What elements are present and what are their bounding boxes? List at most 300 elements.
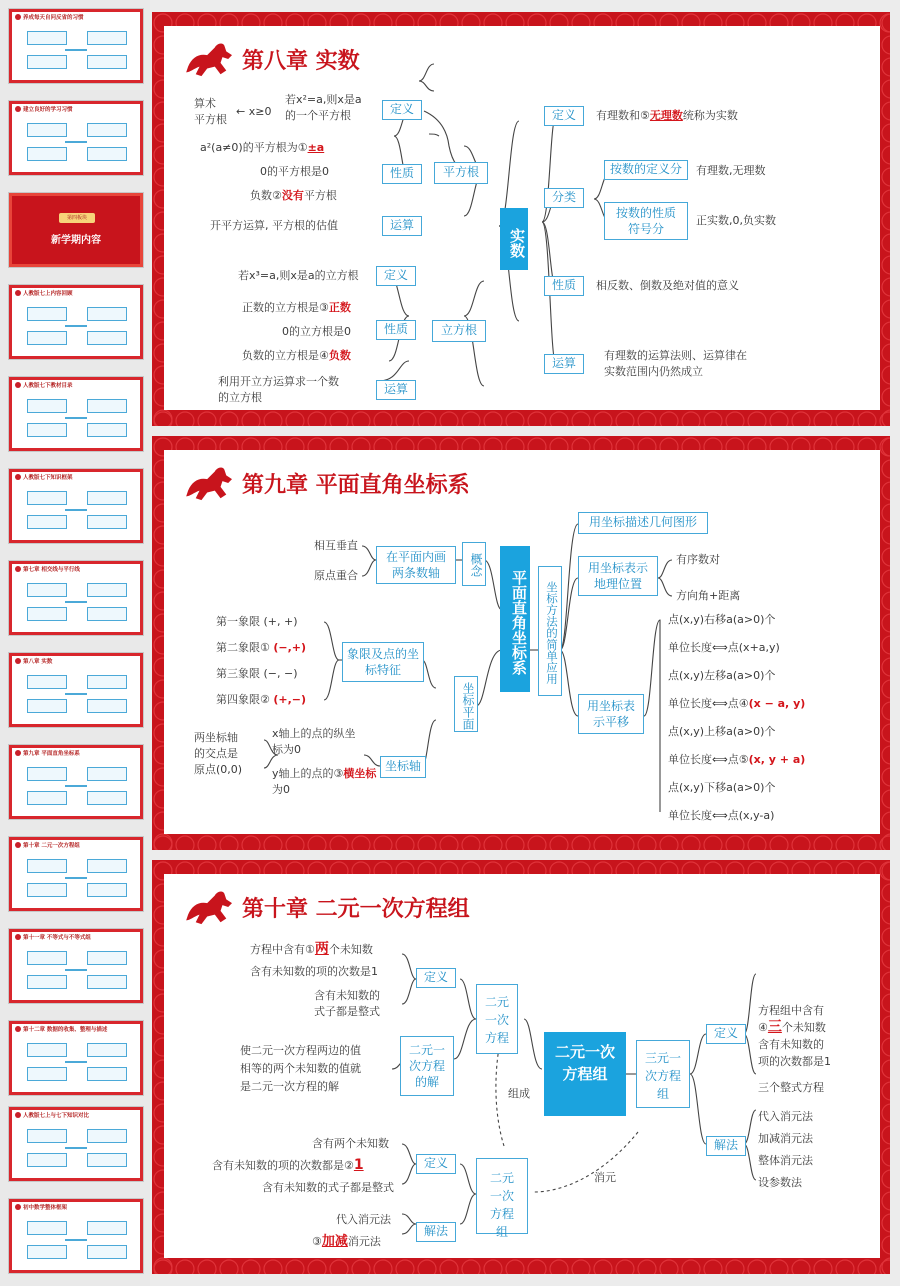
- thumbnail-preview-box: [27, 55, 67, 69]
- translation-right: 点(x,y)右移a(a>0)个: [668, 613, 776, 626]
- thumbnail-preview-line: [65, 417, 87, 419]
- thumbnail-bullet-icon: [15, 382, 21, 388]
- eq-def-1: 方程中含有①两个未知数: [250, 941, 373, 957]
- thumbnail-preview: [17, 25, 135, 75]
- arith-cond: ← x≥0: [236, 105, 272, 118]
- ring-pattern: [882, 1060, 890, 1078]
- ring-pattern: [352, 1260, 370, 1274]
- thumbnail-preview-box: [87, 1221, 127, 1235]
- ring-pattern: [882, 256, 890, 274]
- thumbnail-preview-line: [65, 785, 87, 787]
- cbrt-def-box[interactable]: 定义: [376, 266, 416, 286]
- slide-thumbnail[interactable]: [8, 192, 144, 268]
- ring-pattern: [748, 1260, 766, 1274]
- ring-pattern: [308, 412, 326, 426]
- three-sol-box[interactable]: 解法: [706, 1136, 746, 1156]
- eq-node[interactable]: 二元一次方程: [476, 984, 518, 1054]
- thumbnail-preview-box: [87, 975, 127, 989]
- solution-node[interactable]: 二元一次方程的解: [400, 1036, 454, 1096]
- thumbnail-preview-box: [27, 491, 67, 505]
- slide-thumbnail[interactable]: [8, 284, 144, 360]
- ring-pattern: [594, 836, 612, 850]
- ring-pattern: [882, 1082, 890, 1100]
- ring-pattern: [882, 212, 890, 230]
- ring-pattern: [572, 836, 590, 850]
- ring-pattern: [882, 504, 890, 522]
- thumbnail-preview-line: [65, 693, 87, 695]
- cls-by-sign-box[interactable]: 按数的性质 符号分: [604, 202, 688, 240]
- ring-pattern: [792, 1260, 810, 1274]
- thumbnail-preview-box: [87, 1067, 127, 1081]
- thumbnail-preview: [17, 1037, 135, 1087]
- thumbnail-preview-box: [87, 883, 127, 897]
- thumbnail-preview-box: [87, 1153, 127, 1167]
- axis-origin-text: 两坐标轴 的交点是 原点(0,0): [194, 731, 243, 776]
- thumbnail-title: 第十章 二元一次方程组: [23, 843, 80, 849]
- ring-pattern: [484, 1260, 502, 1274]
- ring-pattern: [154, 836, 172, 850]
- thumbnail-title: 人教版七下知识框架: [23, 475, 73, 481]
- ring-pattern: [882, 570, 890, 588]
- application-node[interactable]: 坐标方法的简单应用: [538, 566, 562, 696]
- thumbnail-bullet-icon: [15, 566, 21, 572]
- real-cls-box[interactable]: 分类: [544, 188, 584, 208]
- ring-pattern: [462, 1260, 480, 1274]
- thumbnail-preview-box: [27, 1129, 67, 1143]
- ring-pattern: [286, 1260, 304, 1274]
- ring-pattern: [882, 300, 890, 318]
- sys-sol-box[interactable]: 解法: [416, 1222, 456, 1242]
- ring-pattern: [396, 836, 414, 850]
- thumbnail-preview: [17, 577, 135, 627]
- thumbnail-bullet-icon: [15, 14, 21, 20]
- slide-thumbnail[interactable]: [8, 836, 144, 912]
- thumbnail-preview-box: [27, 883, 67, 897]
- thumbnail-preview: [17, 301, 135, 351]
- ring-pattern: [572, 412, 590, 426]
- thumbnail-bullet-icon: [15, 934, 21, 940]
- ring-pattern: [726, 1260, 744, 1274]
- thumbnail-preview-box: [27, 951, 67, 965]
- thumbnail-preview-box: [87, 699, 127, 713]
- thumbnail-tag: 第四板块: [59, 213, 95, 223]
- thumbnail-title: 第十二章 数据的收集、整理与描述: [23, 1027, 108, 1033]
- thumbnail-preview-box: [87, 1129, 127, 1143]
- slide-thumbnail[interactable]: [8, 1198, 144, 1274]
- thumbnail-preview-box: [27, 331, 67, 345]
- thumbnail-preview-box: [87, 331, 127, 345]
- ring-pattern: [418, 836, 436, 850]
- sqrt-def-box[interactable]: 定义: [382, 100, 422, 120]
- ring-pattern: [330, 836, 348, 850]
- slide-thumbnail[interactable]: [8, 744, 144, 820]
- ring-pattern: [308, 1260, 326, 1274]
- ring-pattern: [704, 412, 722, 426]
- slide-thumbnail[interactable]: [8, 1020, 144, 1096]
- ring-pattern: [660, 412, 678, 426]
- ring-pattern: [682, 836, 700, 850]
- axis-node[interactable]: 坐标轴: [380, 756, 426, 778]
- direction-distance: 方向角+距离: [676, 589, 741, 602]
- ring-pattern: [198, 412, 216, 426]
- thumbnail-preview-box: [87, 675, 127, 689]
- ring-pattern: [220, 412, 238, 426]
- ring-pattern: [286, 836, 304, 850]
- thumbnail-preview-box: [87, 307, 127, 321]
- sqrt-op-text: 开平方运算, 平方根的估值: [210, 219, 338, 232]
- cls-by-sign-text: 正实数,0,负实数: [696, 214, 776, 227]
- thumbnail-preview-box: [27, 423, 67, 437]
- ring-pattern: [882, 482, 890, 500]
- thumbnail-preview-box: [27, 1153, 67, 1167]
- slide-thumbnail[interactable]: [8, 376, 144, 452]
- ring-pattern: [882, 366, 890, 384]
- ring-pattern: [882, 994, 890, 1012]
- ring-pattern: [440, 1260, 458, 1274]
- sys-node[interactable]: 二元一次方程组: [476, 1158, 528, 1234]
- thumbnail-preview-line: [65, 1147, 87, 1149]
- thumbnail-preview-box: [27, 975, 67, 989]
- ring-pattern: [882, 190, 890, 208]
- slide-thumbnail[interactable]: [8, 652, 144, 728]
- ring-pattern: [882, 768, 890, 786]
- translation-left-result: 单位长度⟺点④(x − a, y): [668, 697, 806, 710]
- ring-pattern: [882, 1104, 890, 1122]
- ring-pattern: [858, 836, 876, 850]
- ring-pattern: [506, 836, 524, 850]
- three-sol-methods: 代入消元法 加减消元法 整体消元法 设参数法: [758, 1110, 813, 1189]
- ring-pattern: [882, 234, 890, 252]
- thumbnail-preview-box: [27, 1245, 67, 1259]
- thumbnail-preview-box: [87, 515, 127, 529]
- ring-pattern: [352, 412, 370, 426]
- thumbnail-title: 养成每天自问反省的习惯: [23, 15, 84, 21]
- real-number-center[interactable]: 实数: [500, 208, 528, 270]
- ring-pattern: [836, 836, 854, 850]
- ring-pattern: [882, 724, 890, 742]
- slide-chapter-9[interactable]: [152, 436, 890, 850]
- ring-pattern: [882, 526, 890, 544]
- thumbnail-bullet-icon: [15, 750, 21, 756]
- sqrt-prop-box[interactable]: 性质: [382, 164, 422, 184]
- ring-pattern: [882, 388, 890, 406]
- ring-pattern: [882, 1016, 890, 1034]
- slide-content-area: [164, 874, 880, 1258]
- thumbnail-preview-line: [65, 141, 87, 143]
- arith-root-label: 算术 平方根: [194, 97, 227, 126]
- thumbnail-bullet-icon: [15, 842, 21, 848]
- three-var-node[interactable]: 三元一次方程组: [636, 1040, 690, 1108]
- slide-thumbnail[interactable]: [8, 1106, 144, 1182]
- thumbnail-bullet-icon: [15, 106, 21, 112]
- ring-pattern: [882, 36, 890, 54]
- thumbnail-preview-box: [87, 31, 127, 45]
- three-def-box[interactable]: 定义: [706, 1024, 746, 1044]
- thumbnail-preview-box: [87, 791, 127, 805]
- cls-by-def-text: 有理数,无理数: [696, 164, 766, 177]
- ring-pattern: [198, 836, 216, 850]
- ring-pattern: [882, 972, 890, 990]
- real-def-box[interactable]: 定义: [544, 106, 584, 126]
- eq-def-box[interactable]: 定义: [416, 968, 456, 988]
- app-translation-box[interactable]: 用坐标表示平移: [578, 694, 644, 734]
- thumbnail-preview-line: [65, 1061, 87, 1063]
- eliminate-label: 消元: [594, 1171, 616, 1184]
- ring-pattern: [418, 412, 436, 426]
- ring-pattern: [242, 412, 260, 426]
- ring-pattern: [220, 1260, 238, 1274]
- eq-def-2: 含有未知数的项的次数是1: [250, 965, 378, 978]
- sys-def-1: 含有两个未知数: [312, 1137, 389, 1150]
- ring-pattern: [882, 80, 890, 98]
- ring-pattern: [882, 124, 890, 142]
- thumbnail-preview-box: [87, 951, 127, 965]
- slide-chapter-10[interactable]: [152, 860, 890, 1274]
- ring-pattern: [528, 836, 546, 850]
- thumbnail-bullet-icon: [15, 1112, 21, 1118]
- thumbnail-preview: [17, 853, 135, 903]
- thumbnail-preview-box: [87, 1245, 127, 1259]
- thumbnail-title: 建立良好的学习习惯: [23, 107, 73, 113]
- thumbnail-preview-box: [27, 147, 67, 161]
- ring-pattern: [440, 836, 458, 850]
- thumbnail-bullet-icon: [15, 1204, 21, 1210]
- thumbnail-preview-box: [27, 515, 67, 529]
- thumbnail-preview-box: [87, 859, 127, 873]
- sys-def-3: 含有未知数的式子都是整式: [262, 1181, 394, 1194]
- thumbnail-preview-box: [87, 423, 127, 437]
- thumbnail-preview: [17, 1215, 135, 1265]
- thumbnail-preview-box: [87, 55, 127, 69]
- thumbnail-preview-box: [27, 791, 67, 805]
- thumbnail-preview: [17, 945, 135, 995]
- ring-pattern: [264, 836, 282, 850]
- ring-pattern: [882, 1192, 890, 1210]
- ring-pattern: [882, 746, 890, 764]
- ring-pattern: [242, 836, 260, 850]
- real-op-text: 有理数的运算法则、运算律在 实数范围内仍然成立: [604, 349, 747, 378]
- thumbnail-preview-box: [27, 675, 67, 689]
- concept-1: 相互垂直: [314, 539, 358, 552]
- sqrt-op-box[interactable]: 运算: [382, 216, 422, 236]
- thumbnail-frame: [9, 193, 143, 267]
- app-location-box[interactable]: 用坐标表示地理位置: [578, 556, 658, 596]
- ring-pattern: [616, 1260, 634, 1274]
- ring-pattern: [154, 1260, 172, 1274]
- ring-pattern: [882, 1038, 890, 1056]
- ring-pattern: [550, 1260, 568, 1274]
- real-def-text: 有理数和⑤无理数统称为实数: [596, 109, 738, 122]
- translation-down-result: 单位长度⟺点(x,y-a): [668, 809, 775, 822]
- ring-pattern: [484, 836, 502, 850]
- thumbnail-preview-line: [65, 1239, 87, 1241]
- quadrant-node[interactable]: 象限及点的坐标特征: [342, 642, 424, 682]
- translation-up: 点(x,y)上移a(a>0)个: [668, 725, 776, 738]
- ring-pattern: [308, 836, 326, 850]
- sys-def-box[interactable]: 定义: [416, 1154, 456, 1174]
- slide-thumbnail[interactable]: [8, 928, 144, 1004]
- thumbnail-preview-box: [27, 123, 67, 137]
- ring-pattern: [418, 1260, 436, 1274]
- ring-pattern: [440, 412, 458, 426]
- ring-pattern: [882, 636, 890, 654]
- ring-pattern: [660, 1260, 678, 1274]
- thumbnail-preview-box: [27, 1067, 67, 1081]
- sqrt-prop-1: a²(a≠0)的平方根为①±a: [200, 141, 325, 154]
- ring-pattern: [836, 412, 854, 426]
- concept-node[interactable]: 概念: [462, 542, 486, 586]
- thumbnail-title: 第七章 相交线与平行线: [23, 567, 80, 573]
- translation-up-result: 单位长度⟺点⑤(x, y + a): [668, 753, 806, 766]
- thumbnail-preview-line: [65, 601, 87, 603]
- thumbnail-preview-box: [27, 399, 67, 413]
- axis-x-text: x轴上的点的纵坐 标为0: [272, 727, 356, 756]
- thumbnail-preview-box: [87, 1043, 127, 1057]
- cbrt-op-box[interactable]: 运算: [376, 380, 416, 400]
- ring-pattern: [858, 1260, 876, 1274]
- ring-pattern: [882, 146, 890, 164]
- ring-pattern: [770, 1260, 788, 1274]
- ring-pattern: [814, 412, 832, 426]
- thumbnail-preview-box: [27, 607, 67, 621]
- sqrt-def-text: 若x²=a,则x是a 的一个平方根: [285, 93, 362, 122]
- sys-def-2: 含有未知数的项的次数都是②1: [212, 1157, 364, 1173]
- thumbnail-preview-box: [87, 491, 127, 505]
- slide-thumbnail[interactable]: [8, 8, 144, 84]
- axis-y-text: y轴上的点的③横坐标 为0: [272, 767, 377, 796]
- translation-down: 点(x,y)下移a(a>0)个: [668, 781, 776, 794]
- ring-pattern: [726, 836, 744, 850]
- ring-pattern: [882, 460, 890, 478]
- slide-chapter-8[interactable]: [152, 12, 890, 426]
- thumbnail-title: 人教版七下教材目录: [23, 383, 73, 389]
- page-title: 第九章 平面直角坐标系: [242, 473, 470, 498]
- ring-pattern: [462, 412, 480, 426]
- thumbnail-title: 初中数学整体框架: [23, 1205, 68, 1211]
- ring-pattern: [484, 412, 502, 426]
- thumbnail-preview-box: [27, 859, 67, 873]
- thumbnail-preview: [17, 1123, 135, 1173]
- ring-pattern: [176, 1260, 194, 1274]
- ring-pattern: [506, 412, 524, 426]
- ring-pattern: [396, 412, 414, 426]
- ring-pattern: [748, 412, 766, 426]
- ring-pattern: [550, 412, 568, 426]
- ring-pattern: [638, 1260, 656, 1274]
- eq-def-3: 含有未知数的 式子都是整式: [314, 989, 380, 1018]
- cbrt-prop-1: 正数的立方根是③正数: [242, 301, 351, 314]
- ring-pattern: [198, 1260, 216, 1274]
- translation-left: 点(x,y)左移a(a>0)个: [668, 669, 776, 682]
- thumbnail-preview-box: [27, 767, 67, 781]
- thumbnail-preview-box: [87, 583, 127, 597]
- ring-pattern: [594, 1260, 612, 1274]
- plane-node[interactable]: 坐标平面: [454, 676, 478, 732]
- system-center[interactable]: 二元一次方程组: [544, 1032, 626, 1116]
- ring-pattern: [572, 1260, 590, 1274]
- cbrt-node[interactable]: 立方根: [432, 320, 486, 342]
- app-geometry-box[interactable]: 用坐标描述几何图形: [578, 512, 708, 534]
- real-op-box[interactable]: 运算: [544, 354, 584, 374]
- ring-pattern: [154, 412, 172, 426]
- ring-pattern: [882, 168, 890, 186]
- thumbnail-preview: [17, 669, 135, 719]
- slide-content-area: [164, 26, 880, 410]
- thumbnail-preview-box: [27, 1043, 67, 1057]
- slide-thumbnail[interactable]: [8, 560, 144, 636]
- ring-pattern: [882, 344, 890, 362]
- thumbnail-title: 第八章 实数: [23, 659, 53, 665]
- ring-pattern: [550, 836, 568, 850]
- ring-pattern: [858, 412, 876, 426]
- ring-pattern: [882, 548, 890, 566]
- quadrant-3: 第三象限 (−, −): [216, 667, 298, 680]
- ordered-pair: 有序数对: [676, 553, 720, 566]
- thumbnail-bullet-icon: [15, 474, 21, 480]
- ring-pattern: [882, 702, 890, 720]
- ring-pattern: [616, 412, 634, 426]
- ring-pattern: [396, 1260, 414, 1274]
- thumbnail-preview-line: [65, 49, 87, 51]
- ring-pattern: [814, 1260, 832, 1274]
- thumbnail-preview-box: [87, 147, 127, 161]
- thumbnail-title: 人教版七上内容回顾: [23, 291, 73, 297]
- quadrant-2: 第二象限① (−,+): [216, 641, 307, 654]
- page-title: 第八章 实数: [242, 49, 360, 74]
- cbrt-prop-box[interactable]: 性质: [376, 320, 416, 340]
- ring-pattern: [882, 1148, 890, 1166]
- solution-text: 使二元一次方程两边的值 相等的两个未知数的值就 是二元一次方程的解: [240, 1044, 361, 1093]
- thumbnail-preview-line: [65, 509, 87, 511]
- ring-pattern: [882, 58, 890, 76]
- three-def-5: 三个整式方程: [758, 1081, 824, 1094]
- sqrt-node[interactable]: 平方根: [434, 162, 488, 184]
- ring-pattern: [682, 1260, 700, 1274]
- thumbnail-preview-box: [87, 607, 127, 621]
- ring-pattern: [682, 412, 700, 426]
- cbrt-op-text: 利用开立方运算求一个数 的立方根: [218, 375, 339, 404]
- ring-pattern: [792, 836, 810, 850]
- thumbnail-preview-line: [65, 325, 87, 327]
- translation-right-result: 单位长度⟺点(x+a,y): [668, 641, 780, 654]
- ring-pattern: [882, 658, 890, 676]
- ring-pattern: [528, 1260, 546, 1274]
- coordinate-center[interactable]: 平面直角坐标系: [500, 546, 530, 692]
- slide-content-area: [164, 450, 880, 834]
- ring-pattern: [882, 950, 890, 968]
- thumbnail-preview-box: [27, 1221, 67, 1235]
- thumbnail-preview-box: [87, 123, 127, 137]
- thumbnail-title: 第十一章 不等式与不等式组: [23, 935, 91, 941]
- ring-pattern: [814, 836, 832, 850]
- slide-thumbnail[interactable]: [8, 468, 144, 544]
- ring-pattern: [882, 1214, 890, 1232]
- ring-pattern: [176, 836, 194, 850]
- ring-pattern: [374, 412, 392, 426]
- thumbnail-preview-box: [87, 399, 127, 413]
- ring-pattern: [882, 884, 890, 902]
- quadrant-1: 第一象限 (+, +): [216, 615, 298, 628]
- thumbnail-preview-box: [27, 307, 67, 321]
- slide-thumbnail[interactable]: [8, 100, 144, 176]
- cls-by-def-box[interactable]: 按数的定义分: [604, 160, 688, 180]
- sys-sol-2: ③加减消元法: [312, 1234, 381, 1249]
- real-prop-box[interactable]: 性质: [544, 276, 584, 296]
- ring-pattern: [704, 836, 722, 850]
- cbrt-prop-3: 负数的立方根是④负数: [242, 349, 351, 362]
- concept-box[interactable]: 在平面内画两条数轴: [376, 546, 456, 584]
- ring-pattern: [882, 1126, 890, 1144]
